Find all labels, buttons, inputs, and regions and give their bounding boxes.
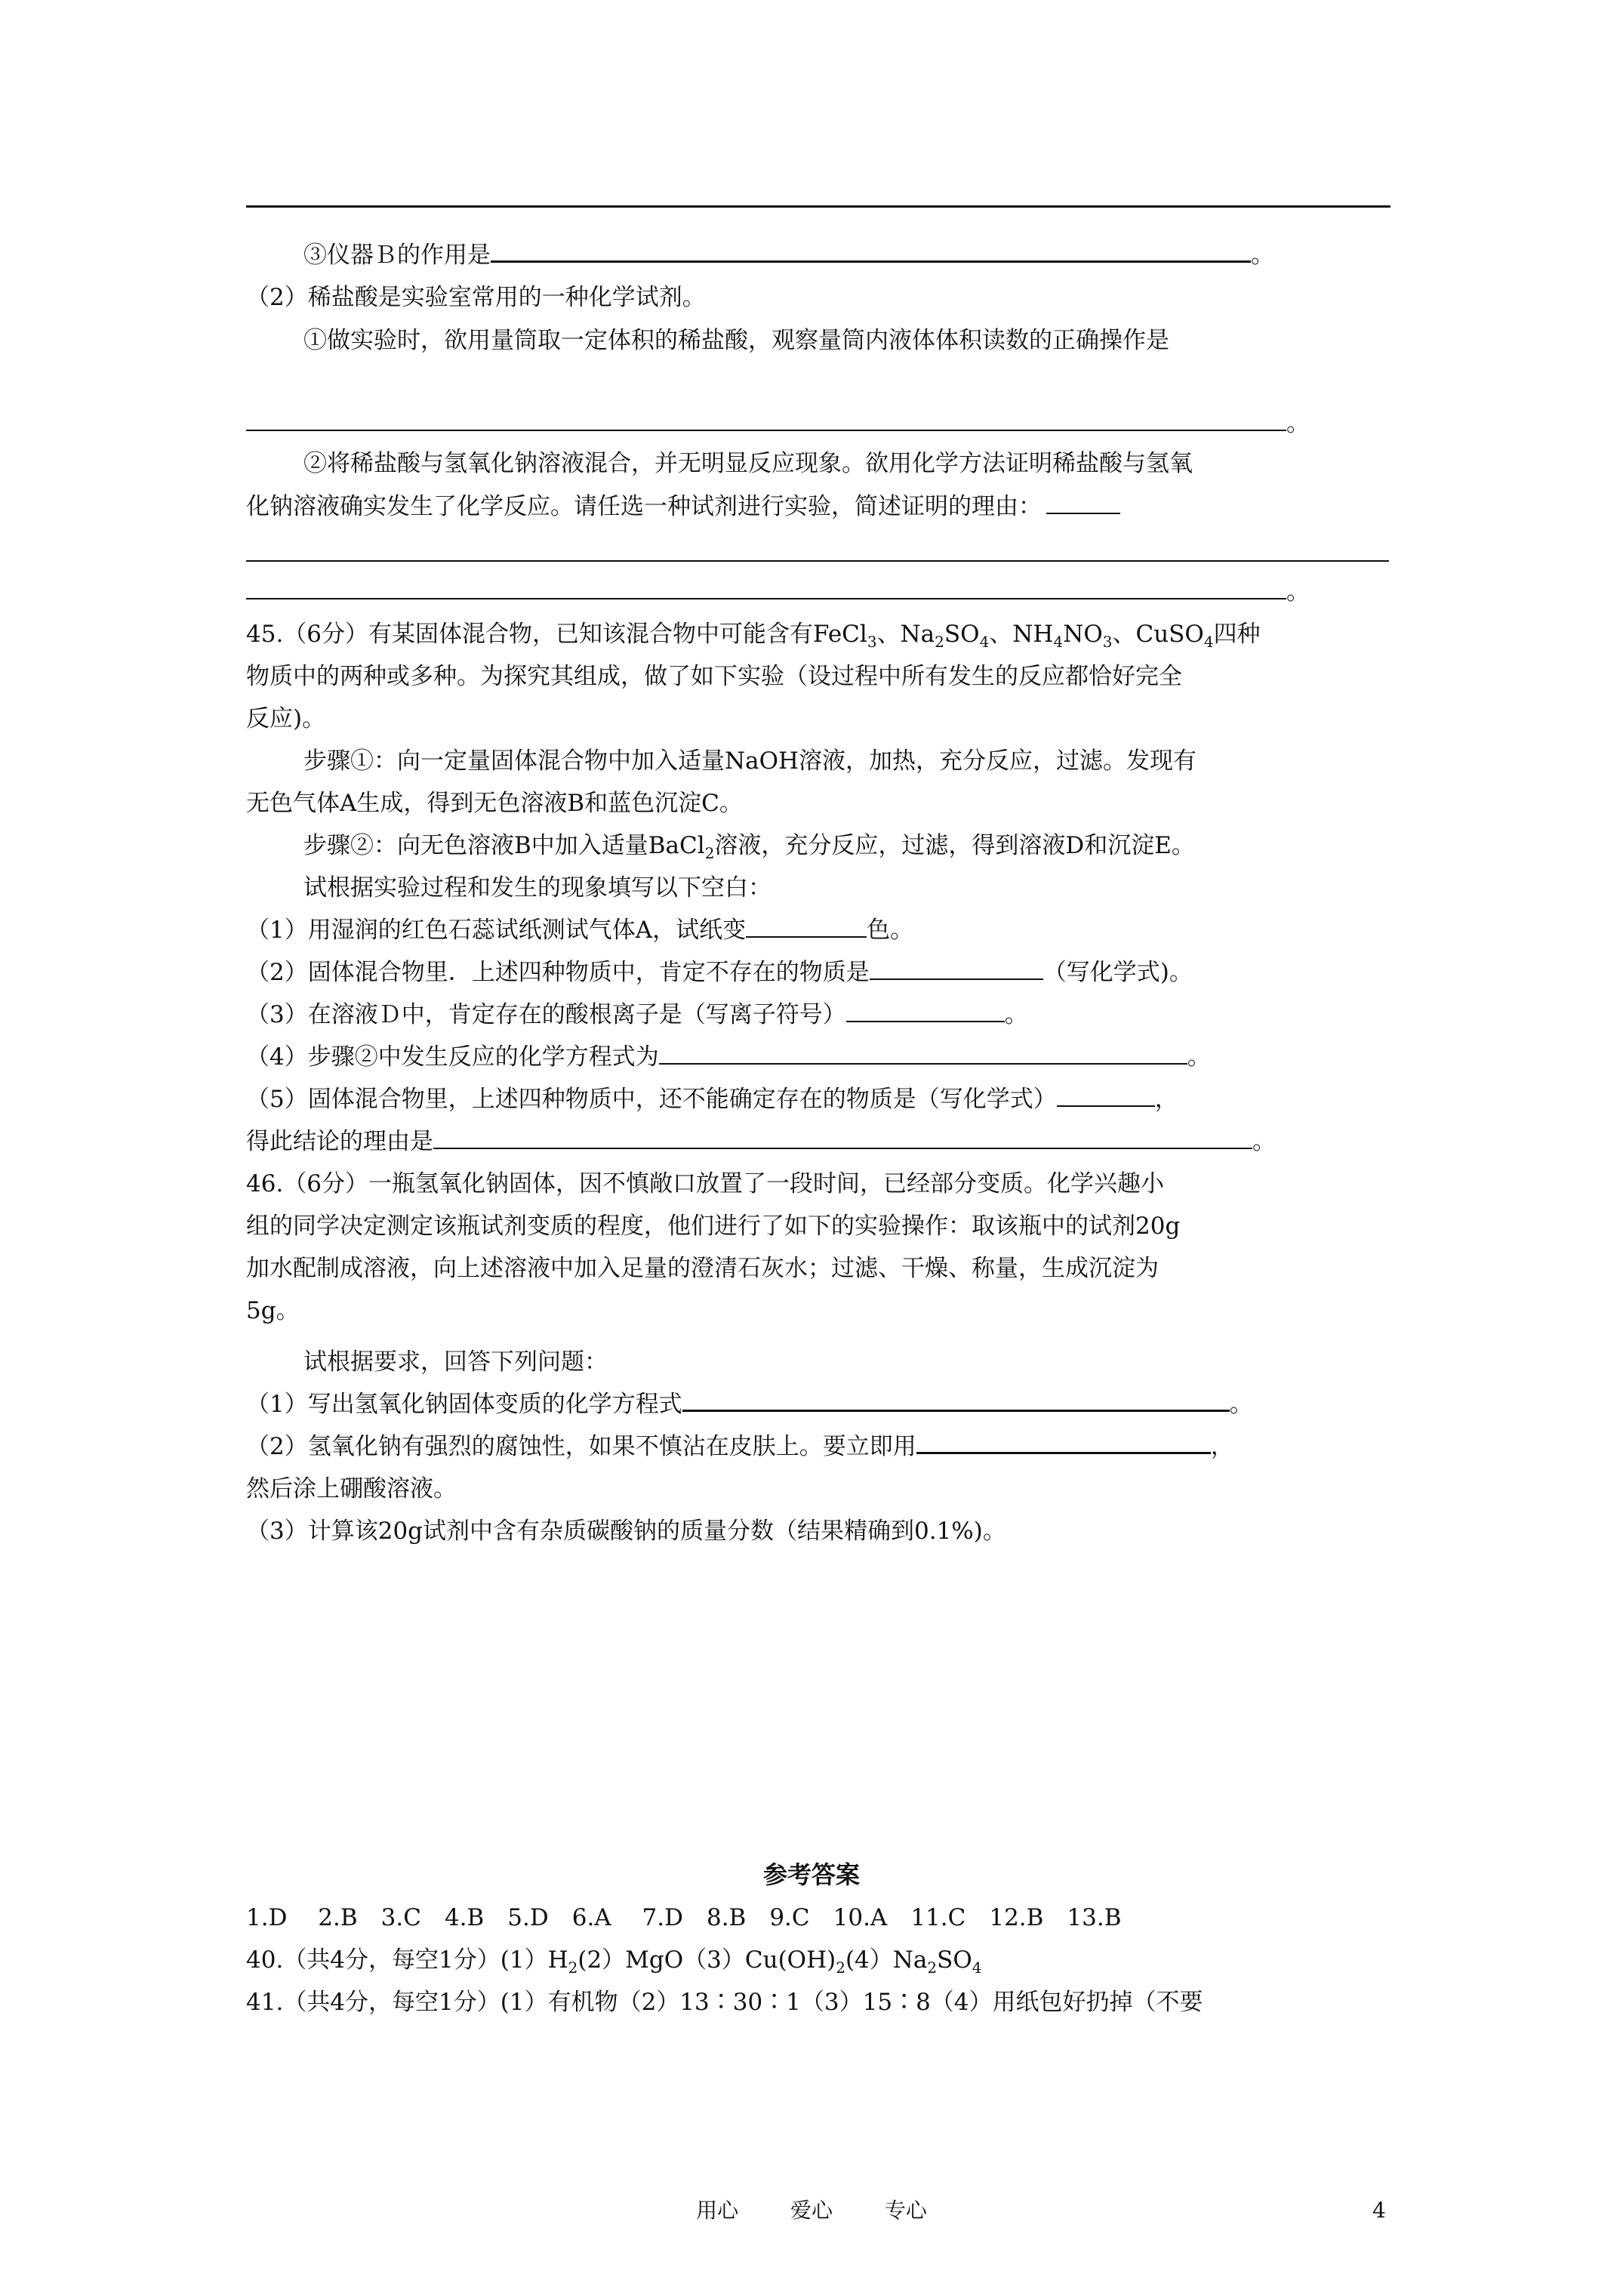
q45-stem-line1: 45.（6分）有某固体混合物，已知该混合物中可能含有FeCl$_3$、$Na_2SO_4$、$NH_4NO_3$、CuSO$_4$四种 xyxy=(246,621,1261,652)
answer-blank[interactable] xyxy=(1057,1105,1155,1107)
q44-part2-item2-line2: 化钠溶液确实发生了化学反应。请任选一种试剂进行实验，简述证明的理由： xyxy=(246,488,1120,525)
q45-item4: （4）步骤②中发生反应的化学方程式为 。 xyxy=(246,1043,1211,1071)
q44-part2-item2-answer: 。 xyxy=(246,574,1310,610)
answers-q41: 41.（共4分，每空1分）(1）有机物（2）13∶30∶1（3）15∶8（4）用纸包好扔掉（不要 xyxy=(246,1989,1203,2016)
answer-blank[interactable] xyxy=(682,1409,1230,1412)
q44-part1-item3: ③仪器Ｂ的作用是 。 xyxy=(303,242,1274,269)
q44-part2-item1-answer: 。 xyxy=(246,405,1310,442)
answer-blank[interactable] xyxy=(659,1062,1187,1065)
page-number: 4 xyxy=(1372,2198,1386,2223)
q45-step1-line2: 无色气体A生成，得到无色溶液B和蓝色沉淀C。 xyxy=(246,790,743,817)
answer-blank[interactable] xyxy=(846,1020,1005,1022)
answers-q40: 40.（共4分，每空1分）$(1)H_2(2)MgO(3)Cu(OH)_2(4)Na_2SO_4$ xyxy=(246,1946,982,1977)
answer-blank[interactable] xyxy=(1046,512,1120,514)
q46-item3: （3）计算该20g试剂中含有杂质碳酸钠的质量分数（结果精确到0.1%)。 xyxy=(246,1518,1006,1545)
answer-blank[interactable] xyxy=(491,260,1251,263)
q46-stem-line2: 组的同学决定测定该瓶试剂变质的程度，他们进行了如下的实验操作：取该瓶中的试剂20g xyxy=(246,1213,1181,1240)
header-rule xyxy=(246,205,1390,208)
q44-part2-item2-line1: ②将稀盐酸与氢氧化钠溶液混合，并无明显反应现象。欲用化学方法证明稀盐酸与氢氧 xyxy=(303,450,1193,477)
q45-item2: （2）固体混合物里．上述四种物质中，肯定不存在的物质是 （写化学式)。 xyxy=(246,959,1193,986)
answers-choice-line: 1.D 2.B 3.C 4.B 5.D 6.A 7.D 8.B 9.C 10.A 11.C 12.B 13.B xyxy=(246,1904,1122,1931)
q44-part2-heading: （2）稀盐酸是实验室常用的一种化学试剂。 xyxy=(246,284,706,311)
q45-item5-line2: 得此结论的理由是 。 xyxy=(246,1128,1276,1155)
answer-blank[interactable] xyxy=(433,1147,1252,1149)
answers-title: 参考答案 xyxy=(762,1860,860,1889)
answer-blank[interactable] xyxy=(870,978,1043,980)
q45-stem-line2: 物质中的两种或多种。为探究其组成，做了如下实验（设过程中所有发生的反应都恰好完全 xyxy=(246,663,1182,690)
q44-part2-item1: ①做实验时，欲用量筒取一定体积的稀盐酸，观察量筒内液体体积读数的正确操作是 xyxy=(303,327,1169,354)
answer-blank[interactable] xyxy=(246,429,1286,431)
q45-intro: 试根据实验过程和发生的现象填写以下空白： xyxy=(303,874,771,901)
q45-item5-line1: （5）固体混合物里，上述四种物质中，还不能确定存在的物质是（写化学式） ， xyxy=(246,1086,1178,1113)
q45-item1: （1）用湿润的红色石蕊试纸测试气体A，试纸变 色。 xyxy=(246,917,914,944)
q45-step1-line1: 步骤①：向一定量固体混合物中加入适量NaOH溶液，加热，充分反应，过滤。发现有 xyxy=(303,747,1197,775)
answer-line[interactable] xyxy=(246,560,1389,562)
footer-motto: 用心 爱心 专心 xyxy=(696,2198,927,2223)
answer-blank[interactable] xyxy=(916,1451,1211,1454)
q45-stem-line3: 反应)。 xyxy=(246,705,326,732)
q45-item3: （3）在溶液Ｄ中，肯定存在的酸根离子是（写离子符号） 。 xyxy=(246,1001,1028,1028)
q46-item2-line1: （2）氢氧化钠有强烈的腐蚀性，如果不慎沾在皮肤上。要立即用 ， xyxy=(246,1433,1234,1460)
q46-stem-line1: 46.（6分）一瓶氢氧化钠固体，因不慎敞口放置了一段时间，已经部分变质。化学兴趣小 xyxy=(246,1170,1165,1197)
answer-blank[interactable] xyxy=(246,597,1286,599)
q46-stem-line4: 5g。 xyxy=(246,1297,300,1324)
q46-item2-line2: 然后涂上硼酸溶液。 xyxy=(246,1475,457,1502)
answer-blank[interactable] xyxy=(746,935,867,938)
q46-stem-line3: 加水配制成溶液，向上述溶液中加入足量的澄清石灰水；过滤、干燥、称量，生成沉淀为 xyxy=(246,1255,1159,1282)
q46-intro: 试根据要求，回答下列问题： xyxy=(303,1348,608,1376)
q45-step2: 步骤②：向无色溶液B中加入适量BaCl$_2$溶液，充分反应，过滤，得到溶液D和沉淀E。 xyxy=(303,832,1195,863)
q46-item1: （1）写出氢氧化钠固体变质的化学方程式 。 xyxy=(246,1391,1253,1418)
